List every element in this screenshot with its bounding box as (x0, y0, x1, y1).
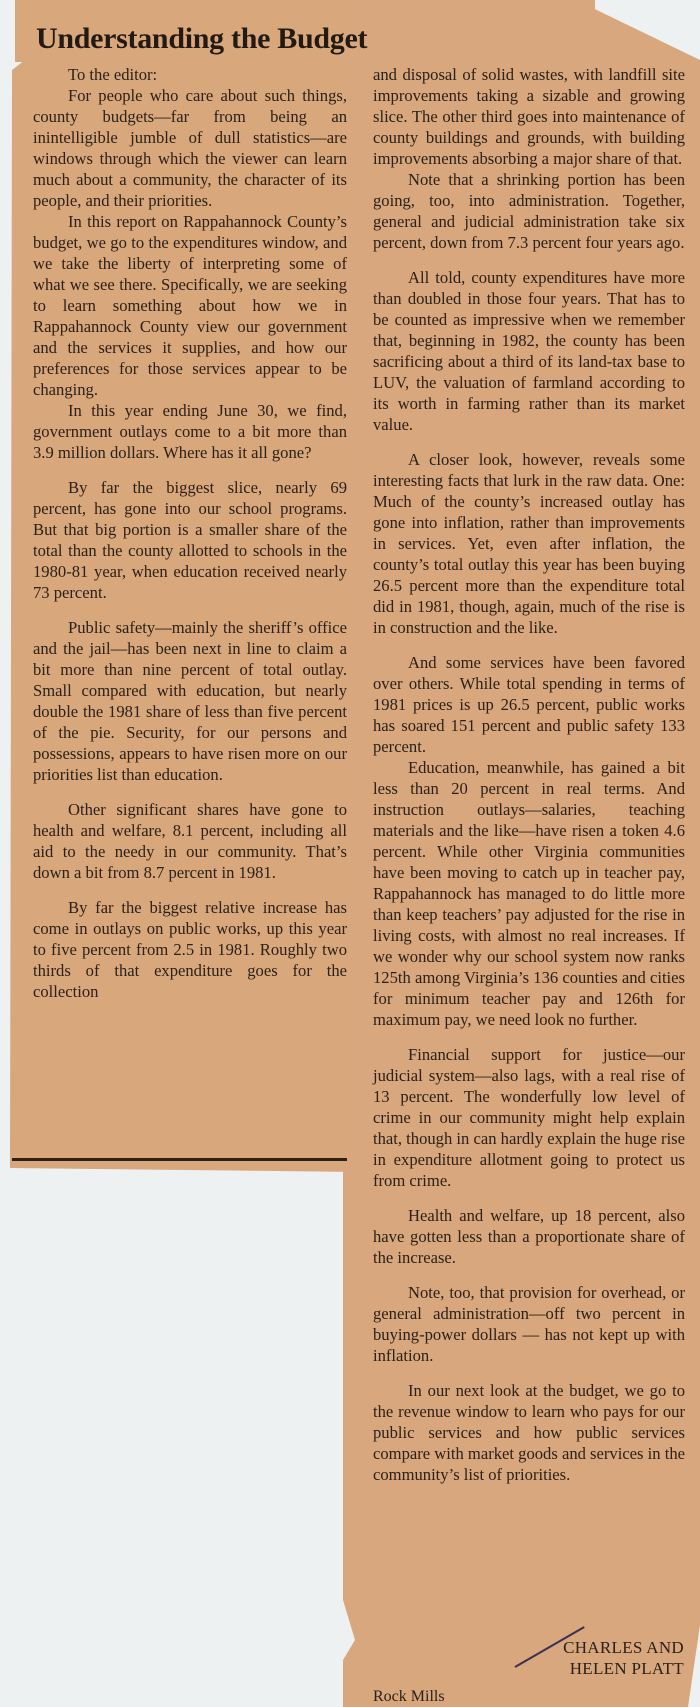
paragraph: Health and welfare, up 18 percent, also have gotten less than a proportionate share of the increase. (373, 1206, 685, 1267)
author-signature (563, 1637, 684, 1679)
paragraph: For people who care about such things, county budgets—far from being an inintelligible jumble of dull statistics—are windows through which the viewer can learn much about a community, the character of its people, and their priorities. (33, 86, 347, 210)
paragraph: By far the biggest relative increase has come in outlays on public works, up this year to five percent from 2.5 in 1981. Roughly two thirds of that expenditure goes for the collection (33, 898, 347, 1001)
signature-line-2: HELEN PLATT (569, 1659, 684, 1678)
column-rule-divider (12, 1158, 347, 1161)
paragraph: A closer look, however, reveals some interesting facts that lurk in the raw data. One: Much of the county’s increased outlay has gone into inflation, rather than improvements in services. Yet, even after inflation, the county’s total outlay this year has been buying 26.5 percent more than the expenditure total did in 1981, though, again, much of the rise is in construction and the like. (373, 450, 685, 637)
left-column (33, 64, 347, 1002)
author-location: Rock Mills (373, 1688, 445, 1705)
paragraph: Other significant shares have gone to health and welfare, 8.1 percent, including all aid to the needy in our community. That’s down a bit from 8.7 percent in 1981. (33, 800, 347, 882)
paragraph: By far the biggest slice, nearly 69 percent, has gone into our school programs. But that big portion is a smaller share of the total than the county allotted to schools in the 1980-81 year, when education received nearly 73 percent. (33, 478, 347, 602)
paragraph: Note, too, that provision for overhead, or general administration—off two percent in buying-power dollars — has not kept up with inflation. (373, 1283, 685, 1365)
salutation: To the editor: (68, 65, 158, 84)
right-column (373, 64, 685, 1485)
paragraph: Education, meanwhile, has gained a bit less than 20 percent in real terms. And instruction outlays—salaries, teaching materials and the like—have risen a token 4.6 percent. While other Virginia communities have been moving to catch up in teacher pay, Rappahannock has managed to do little more than keep teachers’ pay adjusted for the rise in living costs, with almost no real increases. If we wonder why our school system now ranks 125th among Virginia’s 136 counties and cities for minimum teacher pay and 126th for maximum pay, we need look no further. (373, 758, 685, 1029)
paragraph: In this year ending June 30, we find, government outlays come to a bit more than 3.9 million dollars. Where has it all gone? (33, 401, 347, 462)
paragraph: Public safety—mainly the sheriff’s office and the jail—has been next in line to claim a bit more than nine percent of total outlay. Small compared with education, but nearly double the 1981 share of less than five percent of the pie. Security, for our persons and possessions, appears to have risen more on our priorities list than education. (33, 618, 347, 784)
paragraph: All told, county expenditures have more than doubled in those four years. That has to be counted as impressive when we remember that, beginning in 1982, the county has been sacrificing about a third of its land-tax base to LUV, the valuation of farmland according to its worth in farming rather than its market value. (373, 268, 685, 434)
paragraph: And some services have been favored over others. While total spending in terms of 1981 prices is up 26.5 percent, public works has soared 151 percent and public safety 133 percent. (373, 653, 685, 756)
paragraph: In this report on Rappahannock County’s budget, we go to the expenditures window, and we take the liberty of interpreting some of what we see there. Specifically, we are seeking to learn something about how we in Rappahannock County view our government and the services it supplies, and how our preferences for those services appear to be changing. (33, 212, 347, 399)
signature-line-1: CHARLES AND (563, 1638, 684, 1657)
paragraph: Note that a shrinking portion has been going, too, into administration. Together, general and judicial administration take six percent, down from 7.3 percent four years ago. (373, 170, 685, 252)
paragraph: Financial support for justice—our judicial system—also lags, with a real rise of 13 percent. The wonderfully low level of crime in our community might help explain that, though in can hardly explain the huge rise in expenditure allotment going to protect us from crime. (373, 1045, 685, 1190)
paragraph: In our next look at the budget, we go to the revenue window to learn who pays for our public services and how public services compare with market goods and services in the community’s list of priorities. (373, 1381, 685, 1484)
headline: Understanding the Budget (36, 22, 368, 55)
paragraph-continued: and disposal of solid wastes, with landfill site improvements taking a sizable and growing slice. The other third goes into maintenance of county buildings and grounds, with building improvements absorbing a major share of that. (373, 65, 685, 168)
